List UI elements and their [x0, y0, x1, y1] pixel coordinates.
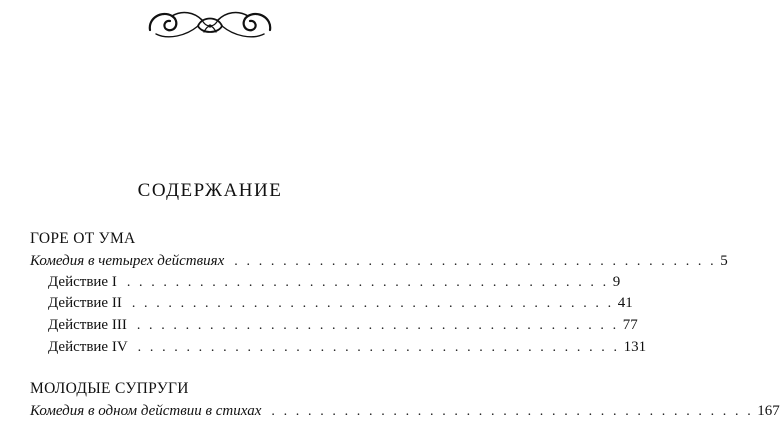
toc-entry-label: Комедия в одном действии в стихах: [30, 403, 262, 419]
dot-leader: . . . . . . . . . . . . . . . . . . . . . . . . . . . . . . . . . . . . . . . .: [137, 340, 620, 355]
toc-entry[interactable]: [48, 294, 633, 313]
toc-entry-label: Действие III: [48, 317, 127, 333]
dot-leader: . . . . . . . . . . . . . . . . . . . . . . . . . . . . . . . . . . . . . . . .: [271, 404, 754, 419]
toc-entry-label: Комедия в четырех действиях: [30, 253, 225, 269]
flourish-ornament-icon: [146, 2, 274, 42]
toc-entry[interactable]: [48, 273, 621, 292]
toc-entry[interactable]: [30, 252, 728, 271]
toc-entry[interactable]: [48, 316, 638, 335]
section-title-molodye-suprugi: МОЛОДЫЕ СУПРУГИ: [30, 380, 189, 397]
toc-entry-page: 5: [720, 253, 728, 269]
dot-leader: . . . . . . . . . . . . . . . . . . . . . . . . . . . . . . . . . . . . . . . .: [136, 318, 619, 333]
toc-entry-page: 131: [623, 339, 647, 355]
toc-entry-label: Действие I: [48, 274, 117, 290]
toc-entry-page: 9: [612, 274, 621, 290]
contents-heading: СОДЕРЖАНИЕ: [137, 180, 283, 201]
dot-leader: . . . . . . . . . . . . . . . . . . . . . . . . . . . . . . . . . . . . . . . .: [234, 254, 717, 269]
section-title-gore-ot-uma: ГОРЕ ОТ УМА: [30, 230, 136, 247]
toc-entry-page: 41: [617, 295, 633, 311]
dot-leader: . . . . . . . . . . . . . . . . . . . . . . . . . . . . . . . . . . . . . . . .: [131, 296, 614, 311]
toc-entry-label: Действие IV: [48, 339, 128, 355]
toc-entry[interactable]: [48, 338, 647, 357]
toc-entry-page: 77: [622, 317, 638, 333]
dot-leader: . . . . . . . . . . . . . . . . . . . . . . . . . . . . . . . . . . . . . . . .: [126, 275, 609, 290]
toc-entry[interactable]: [30, 402, 780, 421]
toc-entry-page: 167: [757, 403, 780, 419]
toc-entry-label: Действие II: [48, 295, 122, 311]
